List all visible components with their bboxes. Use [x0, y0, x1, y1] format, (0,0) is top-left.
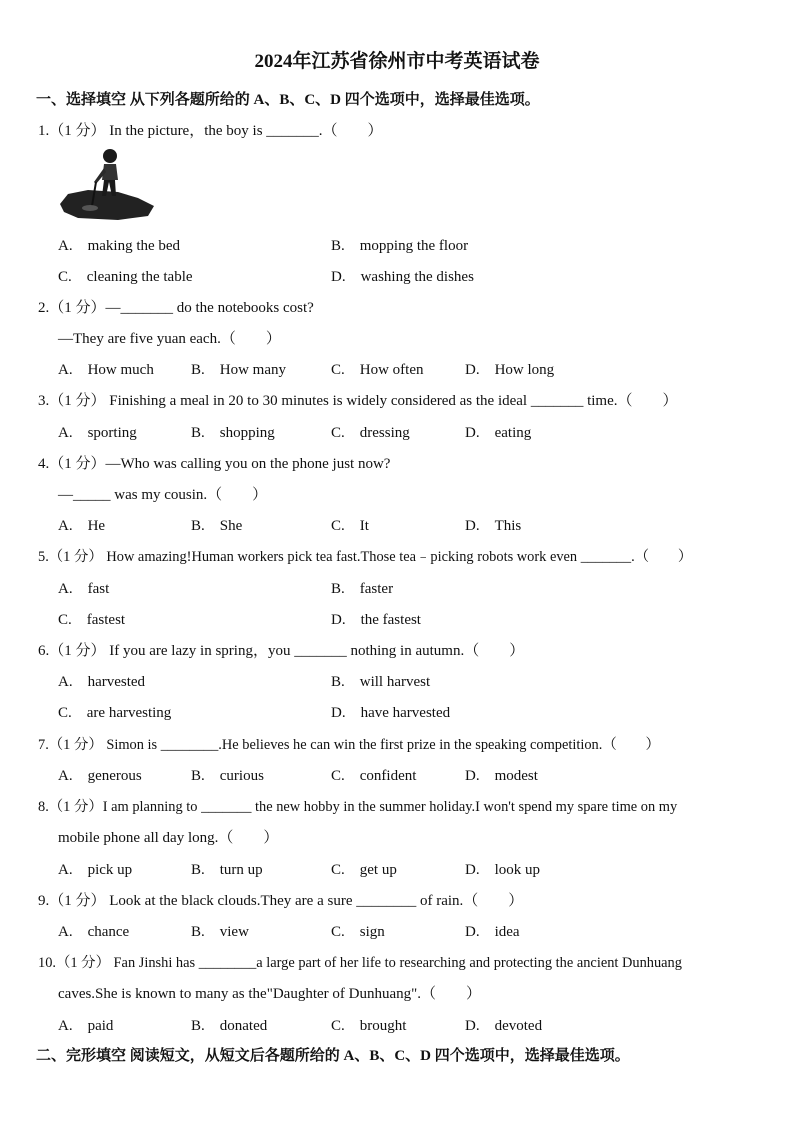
- question-3-option-a[interactable]: A. sporting: [58, 425, 137, 441]
- question-10-stem: 10.（1 分） Fan Jinshi has ________a large part of her life to researching and protecting the ancient Dunhuang: [38, 955, 682, 971]
- boy-mopping-illustration: [58, 146, 158, 222]
- section-1-heading: 一、选择填空 从下列各题所给的 A、B、C、D 四个选项中，选择最佳选项。: [36, 92, 540, 108]
- question-5-stem: 5.（1 分） How amazing!Human workers pick tea fast.Those tea﹣picking robots work even _______.（ ）: [38, 549, 693, 565]
- question-9-option-d[interactable]: D. idea: [465, 924, 520, 940]
- question-2-stem-line-2: —They are five yuan each.（ ）: [58, 331, 281, 347]
- question-7-stem: 7.（1 分） Simon is ________.He believes he can win the first prize in the speaking competition.（ ）: [38, 737, 660, 753]
- question-8-option-d[interactable]: D. look up: [465, 862, 541, 878]
- question-4-stem: 4.（1 分）—Who was calling you on the phone just now?: [38, 456, 391, 472]
- question-2-option-a[interactable]: A. How much: [58, 362, 154, 378]
- question-6-stem: 6.（1 分） If you are lazy in spring，you _______ nothing in autumn.（ ）: [38, 643, 525, 659]
- question-4-option-b[interactable]: B. She: [191, 518, 243, 534]
- question-9-option-a[interactable]: A. chance: [58, 924, 130, 940]
- question-10-option-a[interactable]: A. paid: [58, 1018, 114, 1034]
- question-8-option-b[interactable]: B. turn up: [191, 862, 263, 878]
- question-5-option-c[interactable]: C. fastest: [58, 612, 126, 628]
- question-4-option-c[interactable]: C. It: [331, 518, 369, 534]
- page-title: 2024年江苏省徐州市中考英语试卷: [254, 51, 540, 72]
- question-4-option-a[interactable]: A. He: [58, 518, 106, 534]
- question-1-option-a[interactable]: A. making the bed: [58, 238, 181, 254]
- question-3-stem: 3.（1 分） Finishing a meal in 20 to 30 minutes is widely considered as the ideal _______ time.（ ）: [38, 393, 678, 409]
- question-9-option-b[interactable]: B. view: [191, 924, 249, 940]
- question-8-stem: 8.（1 分）I am planning to _______ the new hobby in the summer holiday.I won't spend my spare time on my: [38, 799, 678, 815]
- question-9-stem: 9.（1 分） Look at the black clouds.They are a sure ________ of rain.（ ）: [38, 893, 524, 909]
- question-9-option-c[interactable]: C. sign: [331, 924, 385, 940]
- question-4-option-d[interactable]: D. This: [465, 518, 522, 534]
- question-3-option-c[interactable]: C. dressing: [331, 425, 410, 441]
- question-10-option-c[interactable]: C. brought: [331, 1018, 407, 1034]
- question-3-option-d[interactable]: D. eating: [465, 425, 532, 441]
- question-2-stem: 2.（1 分）—_______ do the notebooks cost?: [38, 300, 314, 316]
- question-8-option-a[interactable]: A. pick up: [58, 862, 133, 878]
- question-3-option-b[interactable]: B. shopping: [191, 425, 275, 441]
- question-6-option-d[interactable]: D. have harvested: [331, 705, 451, 721]
- question-6-option-c[interactable]: C. are harvesting: [58, 705, 172, 721]
- question-2-option-c[interactable]: C. How often: [331, 362, 424, 378]
- question-7-option-d[interactable]: D. modest: [465, 768, 538, 784]
- section-2-heading: 二、完形填空 阅读短文，从短文后各题所给的 A、B、C、D 四个选项中，选择最佳选项。: [36, 1048, 630, 1064]
- question-7-option-a[interactable]: A. generous: [58, 768, 142, 784]
- question-8-option-c[interactable]: C. get up: [331, 862, 397, 878]
- question-10-stem-line-2: caves.She is known to many as the"Daughter of Dunhuang".（ ）: [58, 986, 482, 1002]
- question-10-option-b[interactable]: B. donated: [191, 1018, 268, 1034]
- question-5-option-b[interactable]: B. faster: [331, 581, 394, 597]
- question-7-option-c[interactable]: C. confident: [331, 768, 417, 784]
- question-4-stem-line-2: —_____ was my cousin.（ ）: [58, 487, 268, 503]
- question-1-stem: 1.（1 分） In the picture，the boy is _______.（ ）: [38, 123, 383, 139]
- question-2-option-b[interactable]: B. How many: [191, 362, 286, 378]
- question-6-option-b[interactable]: B. will harvest: [331, 674, 431, 690]
- question-5-option-a[interactable]: A. fast: [58, 581, 110, 597]
- question-7-option-b[interactable]: B. curious: [191, 768, 264, 784]
- question-1-option-b[interactable]: B. mopping the floor: [331, 238, 469, 254]
- question-5-option-d[interactable]: D. the fastest: [331, 612, 421, 628]
- question-8-stem-line-2: mobile phone all day long.（ ）: [58, 830, 279, 846]
- question-2-option-d[interactable]: D. How long: [465, 362, 555, 378]
- question-10-option-d[interactable]: D. devoted: [465, 1018, 543, 1034]
- question-1-option-c[interactable]: C. cleaning the table: [58, 269, 193, 285]
- question-1-option-d[interactable]: D. washing the dishes: [331, 269, 474, 285]
- question-6-option-a[interactable]: A. harvested: [58, 674, 146, 690]
